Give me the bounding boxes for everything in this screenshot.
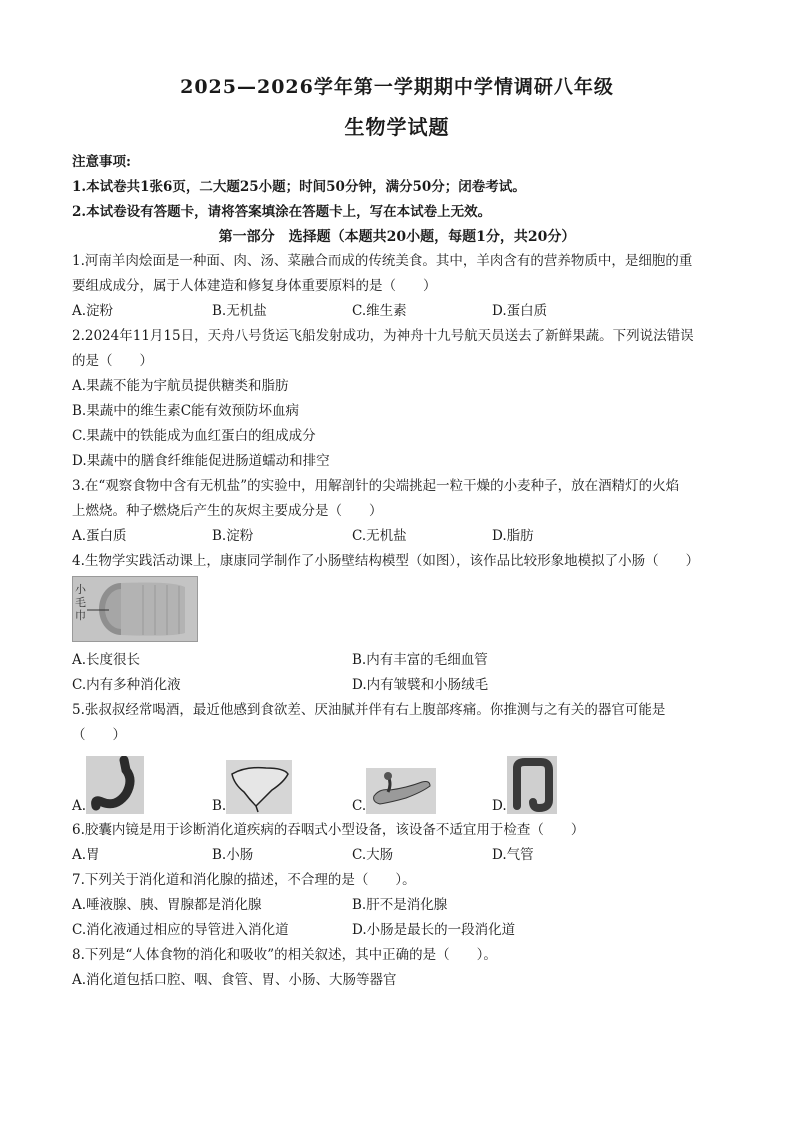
- option-b: B.果蔬中的维生素C能有效预防坏血病: [72, 403, 300, 419]
- option-d: [492, 756, 632, 814]
- question-3: [72, 474, 722, 549]
- option-c: C.大肠: [352, 847, 394, 863]
- question-7: [72, 868, 722, 943]
- question-4: [72, 549, 722, 698]
- question-text: 8.下列是“人体食物的消化和吸收”的相关叙述，其中正确的是（ ）。: [72, 947, 497, 963]
- notes-item: 2.本试卷设有答题卡，请将答案填涂在答题卡上，写在本试卷上无效。: [72, 204, 492, 220]
- exam-page: [72, 70, 722, 993]
- options: [72, 843, 722, 868]
- option-c: C.内有多种消化液: [72, 677, 181, 693]
- option-a: A.果蔬不能为宇航员提供糖类和脂肪: [72, 378, 289, 394]
- question-text: 2.2024年11月15日，天舟八号货运飞船发射成功，为神舟十九号航天员送去了新鲜果蔬。下列说法错误: [72, 328, 694, 344]
- notes-block: [72, 150, 722, 225]
- option-b: B.肝不是消化腺: [352, 897, 448, 913]
- option-c-label: C.: [352, 798, 367, 814]
- question-text: 4.生物学实践活动课上，康康同学制作了小肠壁结构模型（如图），该作品比较形象地模拟了小肠（ ）: [72, 553, 700, 569]
- notes-heading: 注意事项:: [72, 154, 131, 170]
- question-text: 的是（ ）: [72, 353, 153, 369]
- option-a: A.蛋白质: [72, 528, 127, 544]
- option-b: B.淀粉: [212, 528, 254, 544]
- option-d: D.气管: [492, 847, 534, 863]
- question-text: 1.河南羊肉烩面是一种面、肉、汤、菜融合而成的传统美食。其中，羊肉含有的营养物质中，是细胞的重: [72, 253, 693, 269]
- option-c: C.无机盐: [352, 528, 407, 544]
- question-text: 要组成成分，属于人体建造和修复身体重要原料的是（ ）: [72, 278, 437, 294]
- question-6: [72, 818, 722, 868]
- option-b-label: B.: [212, 798, 227, 814]
- exam-title: 2025—2026学年第一学期期中学情调研八年级: [180, 76, 614, 98]
- question-2: [72, 324, 722, 474]
- options: [72, 299, 722, 324]
- option-d-label: D.: [492, 798, 507, 814]
- question-1: [72, 249, 722, 324]
- option-d: D.内有皱襞和小肠绒毛: [352, 677, 489, 693]
- option-c: [352, 768, 492, 814]
- question-8: [72, 943, 722, 993]
- notes-item: 1.本试卷共1张6页，二大题25小题；时间50分钟，满分50分；闭卷考试。: [72, 179, 526, 195]
- option-b: [212, 760, 352, 814]
- pancreas-image: [366, 768, 436, 814]
- option-a: A.唾液腺、胰、胃腺都是消化腺: [72, 897, 262, 913]
- towel-model-image: [72, 576, 198, 642]
- section-heading: 第一部分 选择题（本题共20小题，每题1分，共20分）: [218, 229, 576, 245]
- options: [72, 648, 722, 698]
- option-a: [72, 756, 212, 814]
- question-5: [72, 698, 722, 814]
- option-b: B.无机盐: [212, 303, 267, 319]
- option-a-label: A.: [72, 798, 87, 814]
- question-text: 6.胶囊内镜是用于诊断消化道疾病的吞咽式小型设备，该设备不适宜用于检查（ ）: [72, 822, 585, 838]
- question-text: 3.在“观察食物中含有无机盐”的实验中，用解剖针的尖端挑起一粒干燥的小麦种子，放在酒精灯的火焰: [72, 478, 680, 494]
- option-d: D.蛋白质: [492, 303, 548, 319]
- option-b: B.内有丰富的毛细血管: [352, 652, 488, 668]
- option-b: B.小肠: [212, 847, 254, 863]
- option-c: C.消化液通过相应的导管进入消化道: [72, 922, 289, 938]
- liver-image: [226, 760, 292, 814]
- option-d: D.脂肪: [492, 528, 534, 544]
- stomach-image: [86, 756, 144, 814]
- options: [72, 524, 722, 549]
- question-text: 7.下列关于消化道和消化腺的描述，不合理的是（ ）。: [72, 872, 416, 888]
- large-intestine-image: [507, 756, 557, 814]
- option-c: C.果蔬中的铁能成为血红蛋白的组成成分: [72, 428, 316, 444]
- options: [72, 893, 722, 943]
- question-text: （ ）: [72, 727, 126, 743]
- question-text: 上燃烧。种子燃烧后产生的灰烬主要成分是（ ）: [72, 503, 383, 519]
- option-c: C.维生素: [352, 303, 407, 319]
- towel-roll-figure: [73, 577, 197, 641]
- option-d: D.果蔬中的膳食纤维能促进肠道蠕动和排空: [72, 453, 330, 469]
- image-options: [72, 748, 722, 814]
- option-a: A.长度很长: [72, 652, 141, 668]
- exam-subtitle: 生物学试题: [344, 115, 450, 139]
- question-text: 5.张叔叔经常喝酒，最近他感到食欲差、厌油腻并伴有右上腹部疼痛。你推测与之有关的器官可能是: [72, 702, 666, 718]
- option-a: A.胃: [72, 847, 100, 863]
- option-a: A.消化道包括口腔、咽、食管、胃、小肠、大肠等器官: [72, 972, 397, 988]
- option-d: D.小肠是最长的一段消化道: [352, 922, 516, 938]
- option-a: A.淀粉: [72, 303, 114, 319]
- figure-label: 小毛巾: [75, 583, 86, 622]
